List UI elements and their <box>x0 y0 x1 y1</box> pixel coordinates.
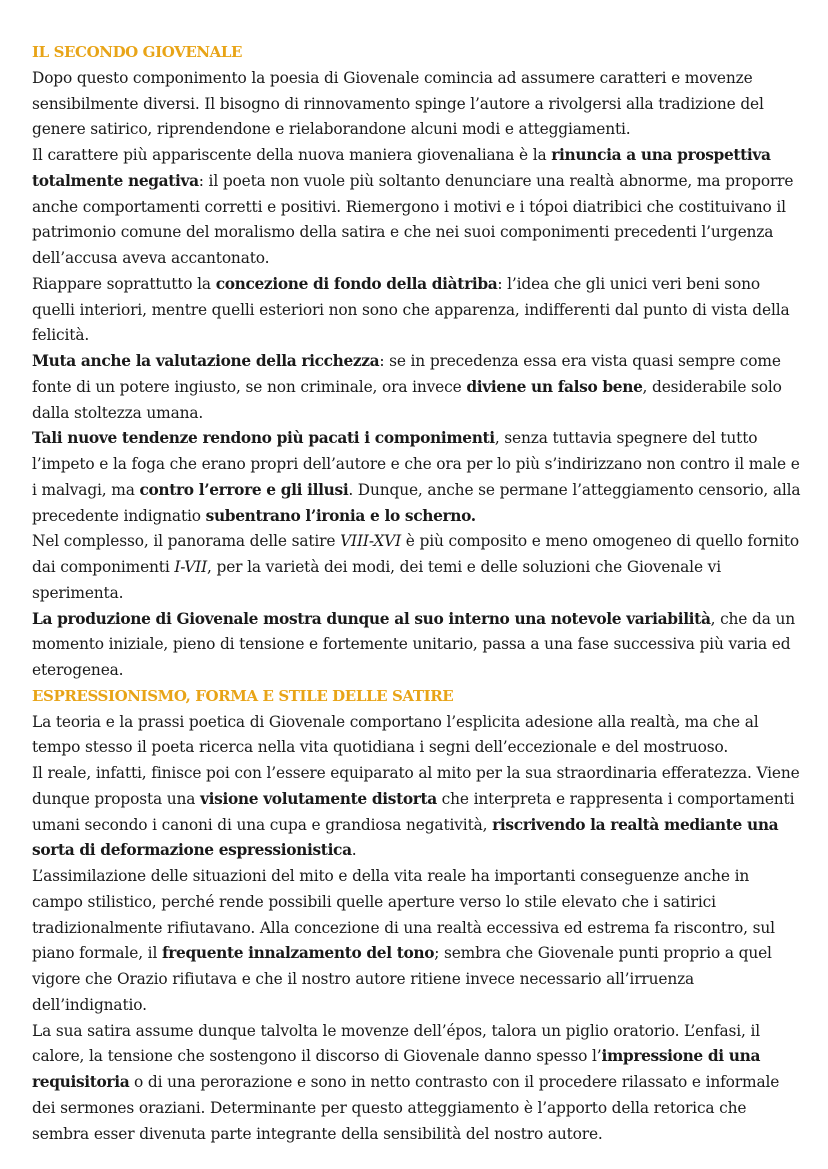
bold-text: diviene un falso bene <box>466 377 643 396</box>
italic-text: I-VII <box>174 558 208 576</box>
paragraph <box>32 607 802 684</box>
text-run: è più composito e meno omogeneo di quello fornito dai componimenti <box>32 532 799 576</box>
document-page <box>32 40 802 1147</box>
paragraph <box>32 864 802 1019</box>
italic-text: VIII-XVI <box>340 532 402 551</box>
bold-text: riscrivendo la realtà mediante una sorta di deformazione espressionistica <box>32 815 779 860</box>
paragraph <box>32 143 802 272</box>
text-run: Riappare soprattutto la <box>32 274 216 293</box>
paragraph: La teoria e la prassi poetica di Giovenale comportano l’esplicita adesione alla realtà, ma che al tempo stesso il poeta ricerca nella vita quotidiana i segni dell’eccezionale e del mostruoso. <box>32 712 759 757</box>
text-run: : se in precedenza essa era vista quasi sempre come fonte di un potere ingiusto, se non criminale, ora invece <box>32 352 781 396</box>
bold-text: rinuncia a una prospettiva totalmente negativa <box>32 146 771 190</box>
bold-text: impressione di una requisitoria <box>32 1047 761 1091</box>
text-run: , senza tuttavia spegnere del tutto l’impeto e la foga che erano propri dell’autore e che ora per lo più s’indirizzano non contro il male e i malvagi, ma <box>32 429 800 499</box>
paragraph <box>32 426 802 529</box>
text-run: Nel complesso, il panorama delle satire <box>32 532 341 551</box>
text-run: La sua satira assume dunque talvolta le movenze dell’épos, talora un piglio oratorio. L’enfasi, il calore, la tensione che sostengono il discorso di Giovenale danno spesso l’ <box>32 1021 761 1066</box>
paragraph: Dopo questo componimento la poesia di Giovenale comincia ad assumere caratteri e movenze sensibilmente diversi. Il bisogno di rinnovamento spinge l’autore a rivolgersi alla tradizione del genere satirico, riprendendone e rielaborandone alcuni modi e atteggiamenti. <box>32 68 764 139</box>
text-run: , per la varietà dei modi, dei temi e delle soluzioni che Giovenale vi sperimenta. <box>32 558 721 602</box>
bold-text: frequente innalzamento del tono <box>161 944 435 963</box>
section-heading-secondo-giovenale: IL SECONDO GIOVENALE <box>32 43 243 61</box>
bold-text: La produzione di Giovenale mostra dunque al suo interno una notevole variabilità <box>32 609 711 628</box>
paragraph <box>32 349 802 426</box>
text-run: Il reale, infatti, finisce poi con l’essere equiparato al mito per la sua straordinaria efferatezza. Viene dunque proposta una <box>32 764 800 808</box>
bold-text: concezione di fondo della diàtriba <box>215 274 498 293</box>
text-run: che interpreta e rappresenta i comportamenti umani secondo i canoni di una cupa e grandiosa negatività, <box>32 789 795 834</box>
text-run: . <box>351 841 357 860</box>
bold-text: visione volutamente distorta <box>200 789 437 808</box>
text-run: o di una perorazione e sono in netto contrasto con il procedere rilassato e informale dei sermones oraziani. Determinante per questo atteggiamento è l’apporto della retorica che sembra esser divenuta parte integrante della sensibilità del nostro autore. <box>32 1073 780 1143</box>
paragraph <box>32 761 802 864</box>
bold-text: contro l’errore e gli illusi <box>139 480 349 499</box>
paragraph <box>32 272 802 349</box>
section-heading-espressionismo: ESPRESSIONISMO, FORMA E STILE DELLE SATIRE <box>32 686 454 705</box>
text-run: ; sembra che Giovenale punti proprio a quel vigore che Orazio rifiutava e che il nostro autore ritiene invece necessario all’irruenza dell’indignatio. <box>32 944 772 1014</box>
bold-text: subentrano l’ironia e lo scherno. <box>205 506 476 525</box>
text-run: , desiderabile solo dalla stoltezza umana. <box>32 377 782 422</box>
text-run: : l’idea che gli unici veri beni sono quelli interiori, mentre quelli esteriori non sono che apparenza, indifferenti dal punto di vista della felicità. <box>32 274 790 345</box>
text-run: . Dunque, anche se permane l’atteggiamento censorio, alla precedente indignatio <box>32 480 801 525</box>
text-run: : il poeta non vuole più soltanto denunciare una realtà abnorme, ma proporre anche comportamenti corretti e positivi. Riemergono i motivi e i tópoi diatribici che costituivano il patrimonio comune del moralismo della satira e che nei suoi componimenti precedenti l’urgenza dell’accusa aveva accantonato. <box>32 171 794 267</box>
bold-text: Muta anche la valutazione della ricchezza <box>32 352 380 370</box>
text-run: L’assimilazione delle situazioni del mito e della vita reale ha importanti conseguenze anche in campo stilistico, perché rende possibili quelle aperture verso lo stile elevato che i satirici tradizionalmente rifiutavano. Alla concezione di una realtà eccessiva ed estrema fa riscontro, sul piano formale, il <box>32 867 775 963</box>
text-run: , che da un momento iniziale, pieno di tensione e fortemente unitario, passa a una fase successiva più varia ed eterogenea. <box>32 609 795 679</box>
paragraph <box>32 529 802 606</box>
bold-text: Tali nuove tendenze rendono più pacati i componimenti <box>32 429 495 448</box>
paragraph <box>32 1019 802 1148</box>
text-run: Il carattere più appariscente della nuova maniera giovenaliana è la <box>32 146 552 164</box>
